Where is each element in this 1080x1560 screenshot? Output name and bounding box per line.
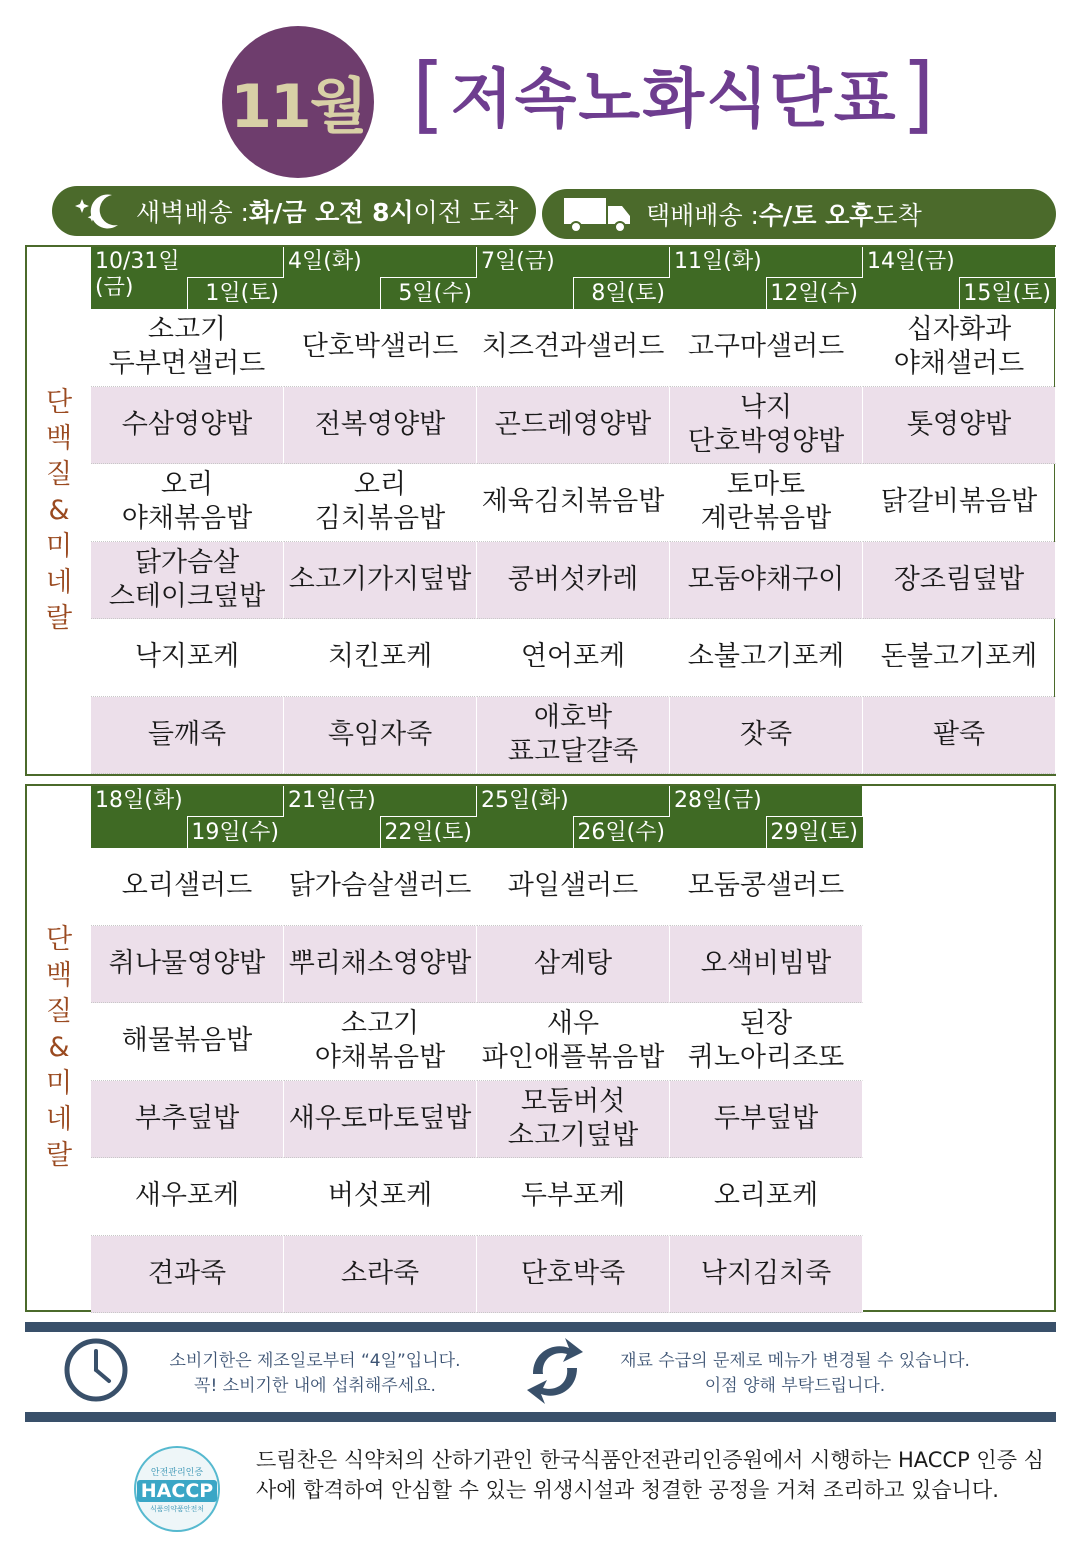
date-second: 12일(수) [770,281,858,306]
notice-section [25,1332,1056,1412]
menu-cell: 닭가슴살 스테이크덮밥 [91,542,284,620]
menu-cell: 모둠야채구이 [670,542,863,620]
date-header [670,247,863,309]
date-header [91,247,284,309]
menu-cell: 새우 파인애플볶음밥 [477,1003,670,1081]
footer-haccp-statement: 드림찬은 식약처의 산하기관인 한국식품안전관리인증원에서 시행하는 HACCP 인증 심사에 합격하여 안심할 수 있는 위생시설과 청결한 공정을 거쳐 조리하고 있습니다. [256,1448,1044,1502]
menu-cell: 두부포케 [477,1158,670,1236]
side-label-char: 네 [45,566,73,598]
menu-cell: 새우토마토덮밥 [284,1081,477,1159]
date-first: 10/31일 (금) [95,249,180,300]
menu-cell: 닭가슴살샐러드 [284,848,477,926]
date-second: 29일(토) [770,820,858,845]
date-first: 7일(금) [481,249,555,274]
moon-stars-icon [72,191,124,231]
menu-cell: 낙지포케 [91,619,284,697]
menu-cell: 과일샐러드 [477,848,670,926]
menu-cell: 삼계탕 [477,926,670,1004]
menu-cell: 콩버섯카레 [477,542,670,620]
truck-icon [562,194,634,234]
date-header [670,786,863,848]
date-header [477,786,670,848]
refresh-arrows-icon [523,1334,587,1412]
menu-cell: 고구마샐러드 [670,309,863,387]
dawn-delivery-pill [52,186,536,236]
side-label-char: 미 [45,530,73,562]
menu-cell: 돈불고기포케 [863,619,1056,697]
menu-cell: 제육김치볶음밥 [477,464,670,542]
haccp-bottom-text: 식품의약품안전처 [149,1504,205,1513]
side-label [27,247,91,774]
menu-cell: 두부덮밥 [670,1081,863,1159]
menu-cell: 소고기 야채볶음밥 [284,1003,477,1081]
menu-cell: 오리샐러드 [91,848,284,926]
date-second: 5일(수) [398,281,472,306]
menu-cell: 소라죽 [284,1236,477,1314]
divider-bar [25,1322,1056,1332]
date-first: 25일(화) [481,788,569,813]
menu-cell: 낙지 단호박영양밥 [670,387,863,465]
menu-cell: 닭갈비볶음밥 [863,464,1056,542]
menu-cell: 톳영양밥 [863,387,1056,465]
menu-cell: 소고기 두부면샐러드 [91,309,284,387]
menu-cell: 모둠버섯 소고기덮밥 [477,1081,670,1159]
dawn-delivery-days: 화/금 오전 8시 [248,198,414,227]
haccp-top-text: 안전관리인증 [150,1467,204,1478]
date-second: 1일(토) [205,281,279,306]
menu-cell: 단호박샐러드 [284,309,477,387]
date-header [284,786,477,848]
menu-cell: 소고기가지덮밥 [284,542,477,620]
haccp-mark: HACCP [137,1480,217,1502]
haccp-logo [134,1446,220,1532]
date-header [284,247,477,309]
date-first: 18일(화) [95,788,183,813]
menu-table-second-half [25,784,1056,1312]
menu-cell: 잣죽 [670,697,863,775]
date-header [477,247,670,309]
date-second: 19일(수) [191,820,279,845]
menu-cell: 팥죽 [863,697,1056,775]
menu-cell: 부추덮밥 [91,1081,284,1159]
menu-cell: 된장 퀴노아리조또 [670,1003,863,1081]
parcel-delivery-suffix: 도착 [873,201,922,230]
menu-cell: 치즈견과샐러드 [477,309,670,387]
parcel-delivery-pill [542,189,1056,239]
menu-grid [91,247,1056,774]
date-header [91,786,284,848]
menu-cell: 버섯포케 [284,1158,477,1236]
parcel-delivery-days: 수/토 오후 [758,201,874,230]
side-label [27,786,91,1310]
divider-bar [25,1412,1056,1422]
side-label-char: 백 [45,422,73,454]
date-first: 14일(금) [867,249,955,274]
menu-cell: 흑임자죽 [284,697,477,775]
date-second: 8일(토) [591,281,665,306]
menu-cell: 곤드레영양밥 [477,387,670,465]
menu-cell: 뿌리채소영양밥 [284,926,477,1004]
clock-icon [63,1337,129,1407]
side-label-char: 단 [45,386,73,418]
side-label-char: 백 [45,960,73,991]
title-bracket-close: ] [901,45,937,143]
side-label-char: 질 [45,458,73,490]
date-second: 22일(토) [384,820,472,845]
menu-cell: 오리포케 [670,1158,863,1236]
menu-change-notice: 재료 수급의 문제로 메뉴가 변경될 수 있습니다. 이점 양해 부탁드립니다. [620,1351,970,1396]
dawn-delivery-suffix: 이전 도착 [413,198,519,227]
side-label-char: 단 [45,924,73,955]
menu-cell: 장조림덮밥 [863,542,1056,620]
month-text: 11월 [230,72,366,142]
month-badge [222,26,374,178]
side-label-char: 랄 [45,1140,73,1171]
side-label-char: 네 [45,1104,73,1135]
menu-cell: 해물볶음밥 [91,1003,284,1081]
menu-cell: 견과죽 [91,1236,284,1314]
side-label-char: 미 [45,1068,73,1099]
menu-cell: 오색비빔밥 [670,926,863,1004]
menu-cell: 오리 김치볶음밥 [284,464,477,542]
menu-cell: 새우포케 [91,1158,284,1236]
menu-cell: 연어포케 [477,619,670,697]
menu-cell: 들깨죽 [91,697,284,775]
side-label-char: & [48,1032,70,1063]
title-text: 저속노화식단표 [450,63,898,137]
menu-cell: 치킨포케 [284,619,477,697]
date-second: 26일(수) [577,820,665,845]
menu-cell: 수삼영양밥 [91,387,284,465]
menu-cell: 애호박 표고달걀죽 [477,697,670,775]
menu-cell: 오리 야채볶음밥 [91,464,284,542]
menu-cell: 전복영양밥 [284,387,477,465]
menu-cell: 십자화과 야채샐러드 [863,309,1056,387]
side-label-char: & [48,494,70,526]
menu-cell: 낙지김치죽 [670,1236,863,1314]
menu-grid [91,786,863,1313]
expiry-notice: 소비기한은 제조일로부터 “4일”입니다. 꼭! 소비기한 내에 섭취해주세요. [169,1351,461,1396]
side-label-char: 랄 [45,602,73,634]
menu-cell: 취나물영양밥 [91,926,284,1004]
date-first: 11일(화) [674,249,762,274]
menu-cell: 소불고기포케 [670,619,863,697]
date-first: 4일(화) [288,249,362,274]
date-first: 28일(금) [674,788,762,813]
menu-cell: 단호박죽 [477,1236,670,1314]
side-label-char: 질 [45,996,73,1027]
date-first: 21일(금) [288,788,376,813]
date-header [863,247,1056,309]
menu-cell: 토마토 계란볶음밥 [670,464,863,542]
menu-cell: 모둠콩샐러드 [670,848,863,926]
date-second: 15일(토) [963,281,1051,306]
menu-table-first-half [25,245,1056,776]
parcel-delivery-label: 택배배송 : [646,201,759,230]
dawn-delivery-label: 새벽배송 : [136,198,249,227]
page-title [408,44,940,144]
title-bracket-open: [ [412,45,447,143]
